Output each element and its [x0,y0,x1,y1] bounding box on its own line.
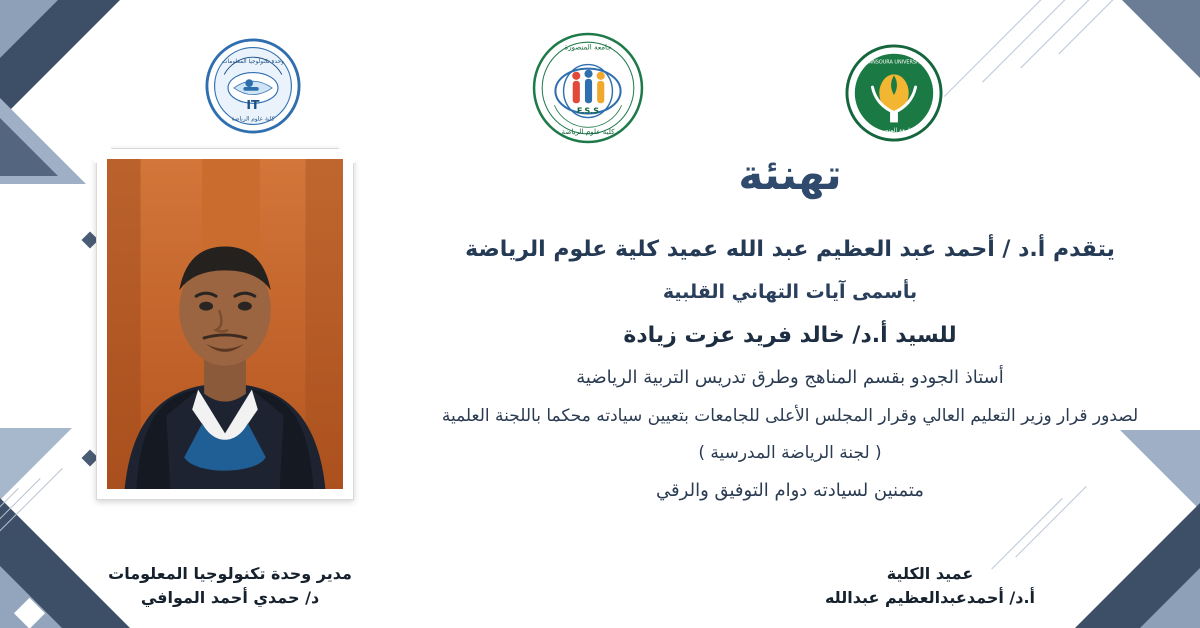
logo-row [0,26,1200,146]
footer-dean [720,562,1140,610]
decor-bottom-left-tip [0,566,62,628]
page-title: تهنئة [738,150,842,199]
footer-right-role: عميد الكلية [886,564,974,583]
svg-text:F.S.S: F.S.S [576,105,600,116]
footer-left-role: مدير وحدة تكنولوجيا المعلومات [108,564,352,583]
message-block [420,150,1160,516]
footer-left-name: د/ حمدي أحمد الموافي [140,588,320,607]
message-line-2: بأسمى آيات التهاني القلبية [662,281,918,304]
message-line-3: للسيد أ.د/ خالد فريد عزت زيادة [623,322,957,348]
portrait-frame [96,148,354,500]
svg-text:جامعة المنصورة: جامعة المنصورة [874,128,914,135]
svg-text:كلية علوم الرياضة: كلية علوم الرياضة [231,116,275,123]
message-line-1: يتقدم أ.د / أحمد عبد العظيم عبد الله عميد كلية علوم الرياضة [465,237,1115,262]
svg-text:MANSOURA UNIVERSITY: MANSOURA UNIVERSITY [864,59,924,66]
svg-text:وحدة تكنولوجيا المعلومات: وحدة تكنولوجيا المعلومات [222,58,284,65]
footer-right-name: أ.د/ أحمدعبدالعظيم عبدالله [824,588,1036,607]
svg-text:IT: IT [246,97,260,113]
faculty-of-sport-sciences-logo [532,32,644,144]
message-line-6: ( لجنة الرياضة المدرسية ) [698,442,882,463]
portrait-photo [107,159,343,489]
mansoura-university-logo [845,44,943,142]
footer-it-manager [60,562,400,610]
message-line-5: لصدور قرار وزير التعليم العالي وقرار المجلس الأعلى للجامعات بتعيين سيادته محكما باللجنة العلمية [441,405,1139,426]
svg-text:كلية علوم الرياضة: كلية علوم الرياضة [561,126,615,136]
decor-bottom-right-tip [1140,568,1200,628]
svg-text:جامعة المنصورة: جامعة المنصورة [564,42,612,52]
message-line-7: متمنين لسيادته دوام التوفيق والرقي [656,480,924,502]
message-line-4: أستاذ الجودو بقسم المناهج وطرق تدريس التربية الرياضية [576,366,1004,388]
decor-bottom-left-mid [0,428,72,500]
it-unit-logo [205,38,301,134]
